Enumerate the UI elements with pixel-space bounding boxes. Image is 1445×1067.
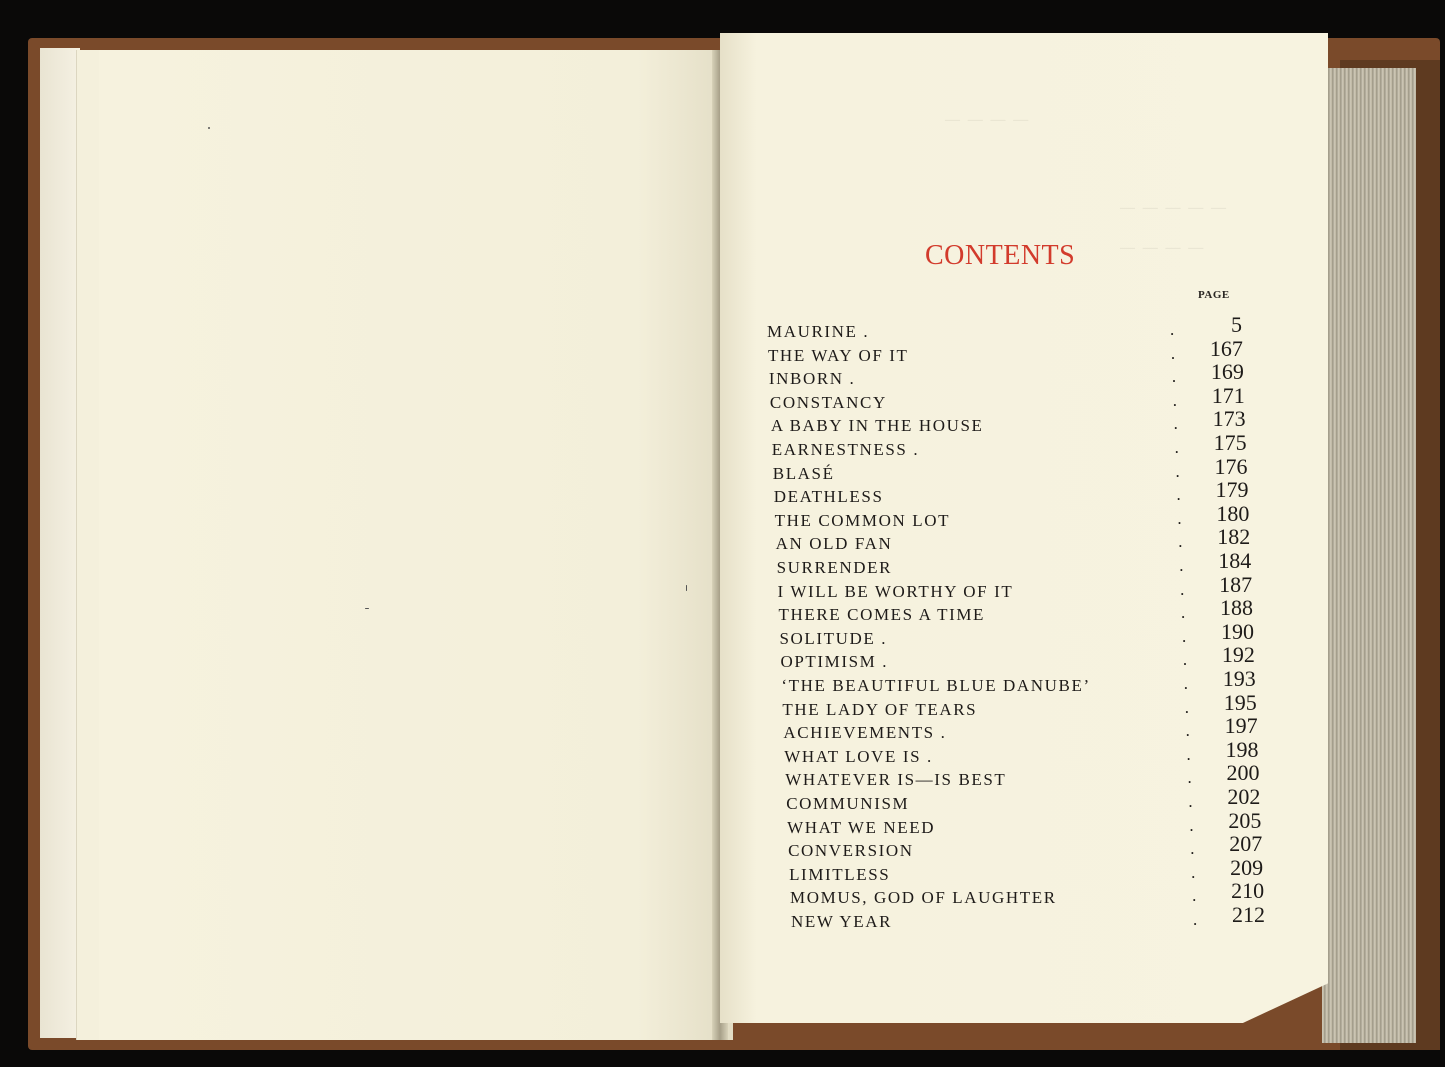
toc-leader-dots: . — [1190, 839, 1195, 859]
toc-leader-dots: . — [1189, 815, 1194, 835]
toc-leader-dots: . — [1171, 367, 1177, 387]
toc-leader-dots: . — [1174, 438, 1179, 457]
toc-entry — [780, 642, 1255, 674]
toc-entry-page: 173 — [1212, 406, 1246, 432]
toc-leader-dots: . — [1183, 674, 1189, 693]
toc-leader-dots: . — [1182, 650, 1188, 670]
toc-entry-title: INBORN . — [768, 369, 856, 389]
toc-leader-dots: . — [1184, 697, 1189, 717]
toc-entry — [785, 760, 1260, 792]
toc-entry — [790, 878, 1265, 910]
toc-entry-title: A BABY IN THE HOUSE — [770, 416, 984, 436]
toc-entry-title: THERE COMES A TIME — [778, 605, 986, 625]
toc-leader-dots: . — [1177, 508, 1182, 528]
toc-entry-page: 200 — [1226, 760, 1260, 786]
toc-leader-dots: . — [1179, 556, 1184, 575]
toc-entry-page: 180 — [1216, 500, 1250, 526]
toc-entry-title: I WILL BE WORTHY OF IT — [777, 581, 1014, 601]
toc-entry-title: MAURINE . — [767, 322, 870, 341]
toc-entry — [775, 524, 1251, 556]
toc-entry-page: 195 — [1223, 689, 1257, 715]
toc-entry-page: 176 — [1214, 453, 1248, 479]
toc-entry-page: 188 — [1220, 595, 1254, 621]
toc-entry-title: THE LADY OF TEARS — [782, 699, 978, 719]
toc-entry-title: SOLITUDE . — [779, 628, 888, 648]
toc-leader-dots: . — [1170, 343, 1176, 363]
toc-leader-dots: . — [1191, 862, 1196, 882]
toc-entry-page: 175 — [1213, 430, 1247, 455]
toc-entry-page: 5 — [1231, 312, 1242, 337]
toc-leader-dots: . — [1187, 768, 1192, 788]
toc-entry-title: ‘THE BEAUTIFUL BLUE DANUBE’ — [781, 676, 1091, 695]
toc-entry-page: 169 — [1210, 359, 1244, 385]
toc-entry — [777, 571, 1253, 604]
toc-leader-dots: . — [1181, 626, 1187, 646]
toc-entry — [768, 359, 1244, 391]
toc-entry-title: THE WAY OF IT — [767, 345, 909, 365]
toc-entry — [784, 736, 1259, 769]
show-through-text: — — — — — [945, 112, 1031, 128]
toc-entry-page: 179 — [1215, 477, 1249, 503]
toc-entry-page: 210 — [1231, 878, 1265, 904]
toc-entry — [788, 831, 1263, 863]
toc-entry-title: MOMUS, GOD OF LAUGHTER — [790, 888, 1057, 908]
toc-leader-dots: . — [1181, 603, 1186, 623]
toc-entry — [778, 595, 1254, 627]
toc-entry — [767, 312, 1242, 344]
toc-leader-dots: . — [1173, 414, 1178, 434]
toc-entry-page: 171 — [1211, 382, 1245, 408]
toc-entry-title: LIMITLESS — [789, 864, 891, 884]
show-through-text: — — — — — [1120, 240, 1206, 256]
toc-entry — [779, 618, 1254, 651]
toc-entry-page: 212 — [1232, 902, 1265, 927]
toc-entry — [782, 689, 1257, 722]
toc-entry-title: SURRENDER — [776, 558, 893, 577]
toc-entry-title: BLASÉ — [772, 463, 835, 483]
toc-entry-title: COMMUNISM — [786, 794, 910, 813]
toc-entry-title: WHAT WE NEED — [787, 817, 936, 837]
toc-entry-title: ACHIEVEMENTS . — [783, 723, 947, 743]
toc-entry — [769, 382, 1245, 415]
toc-entry — [787, 807, 1262, 840]
toc-entry — [791, 902, 1265, 934]
toc-leader-dots: . — [1172, 390, 1177, 410]
toc-entry — [772, 453, 1248, 486]
toc-leader-dots: . — [1170, 320, 1175, 339]
toc-entry-title: EARNESTNESS . — [771, 440, 920, 459]
toc-entry — [770, 406, 1246, 438]
toc-entry — [771, 430, 1247, 462]
toc-entry-page: 193 — [1222, 666, 1256, 691]
toc-entry-page: 198 — [1225, 736, 1259, 762]
toc-entry-page: 207 — [1229, 831, 1263, 857]
toc-entry — [776, 548, 1252, 580]
toc-entry-page: 192 — [1221, 642, 1255, 668]
toc-leader-dots: . — [1188, 792, 1193, 811]
toc-entry — [773, 477, 1249, 509]
toc-entry-title: WHATEVER IS—IS BEST — [785, 770, 1007, 790]
toc-entry-title: AN OLD FAN — [775, 534, 893, 554]
toc-leader-dots: . — [1175, 461, 1180, 481]
toc-leader-dots: . — [1186, 744, 1191, 764]
toc-entry-page: 197 — [1224, 713, 1258, 739]
toc-entry — [789, 854, 1264, 887]
toc-entry-page: 167 — [1209, 335, 1243, 361]
toc-entry-page: 187 — [1219, 571, 1253, 597]
toc-entry-page: 202 — [1227, 784, 1261, 809]
toc-entry-page: 190 — [1220, 618, 1254, 644]
toc-leader-dots: . — [1178, 532, 1183, 552]
contents-heading: CONTENTS — [925, 240, 1076, 271]
toc-entry-page: 209 — [1230, 854, 1264, 880]
toc-entry-title: WHAT LOVE IS . — [784, 746, 933, 766]
toc-entry — [786, 784, 1261, 816]
toc-leader-dots: . — [1193, 910, 1198, 929]
toc-entry-title: CONSTANCY — [769, 392, 887, 412]
toc-entry — [774, 500, 1250, 533]
toc-entry-title: THE COMMON LOT — [774, 510, 951, 530]
toc-entry-page: 184 — [1218, 548, 1252, 573]
toc-entry — [783, 713, 1258, 745]
toc-leader-dots: . — [1180, 579, 1185, 599]
toc-entry-title: CONVERSION — [788, 841, 914, 861]
toc-entry-page: 182 — [1217, 524, 1251, 550]
toc-leader-dots: . — [1185, 721, 1190, 741]
toc-leader-dots: . — [1192, 886, 1197, 906]
toc-entry-title: NEW YEAR — [791, 912, 893, 931]
toc-entry — [781, 666, 1256, 698]
toc-entry — [767, 335, 1243, 368]
show-through-text: — — — — — — [1120, 200, 1228, 216]
toc-entry-title: OPTIMISM . — [780, 652, 889, 672]
page-column-label: PAGE — [1198, 289, 1230, 301]
toc-entry-page: 205 — [1228, 807, 1262, 833]
toc-leader-dots: . — [1176, 485, 1181, 505]
toc-entry-title: DEATHLESS — [773, 487, 884, 507]
